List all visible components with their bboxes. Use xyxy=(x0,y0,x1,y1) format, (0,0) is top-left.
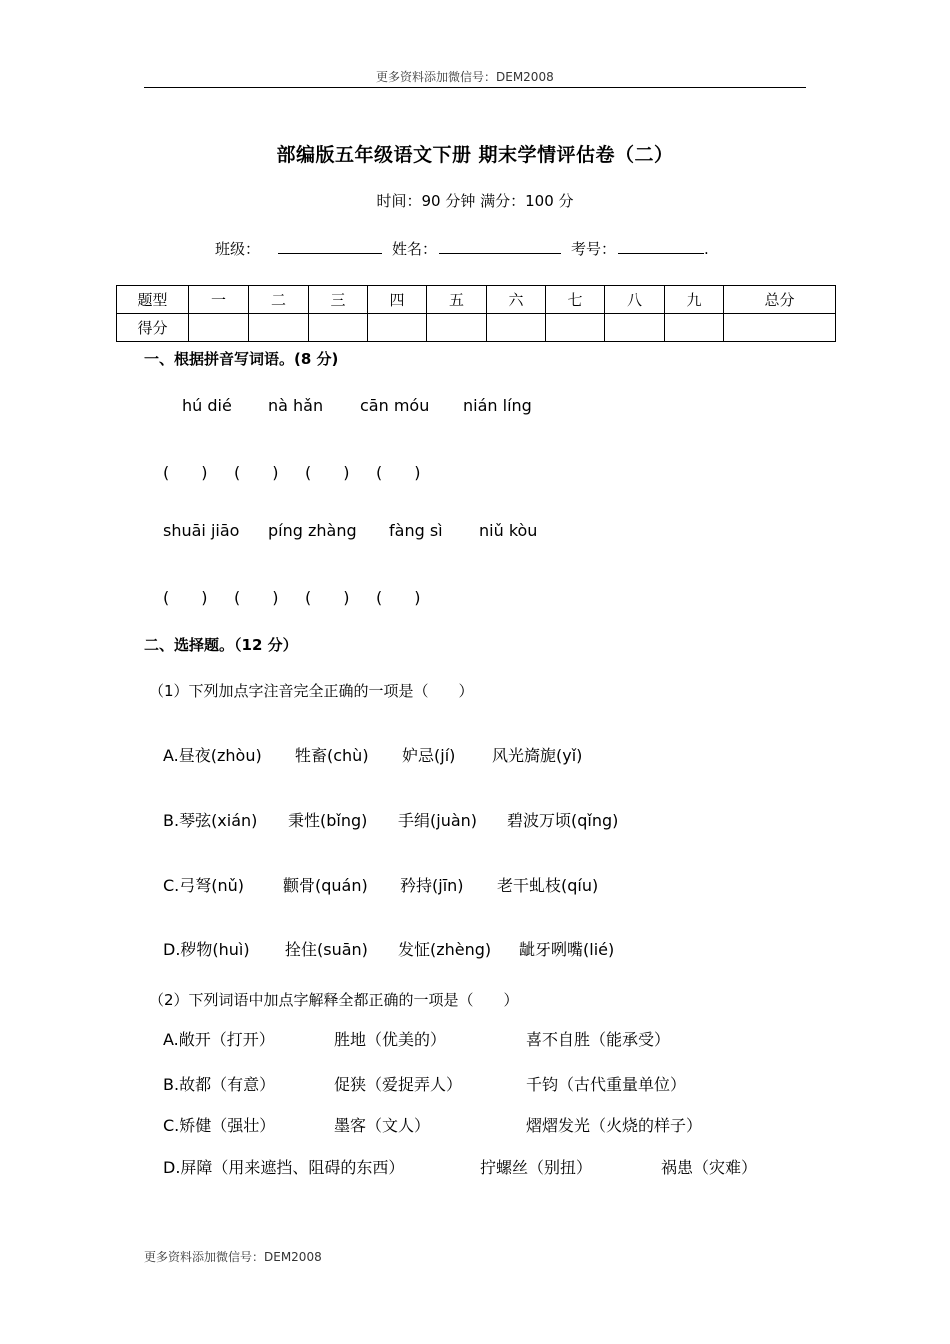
answer-blank[interactable]: ( ) xyxy=(305,588,350,607)
header-cell: 总分 xyxy=(724,286,836,314)
option-a-item: 妒忌(jí) xyxy=(402,746,456,765)
option-b-item: 手绢(juàn) xyxy=(398,811,478,830)
option-a-item: 风光旖旎(yǐ) xyxy=(492,746,583,765)
option-b-item: 促狭（爱捉弄人） xyxy=(334,1075,463,1094)
score-cell[interactable] xyxy=(546,314,605,342)
number-field[interactable] xyxy=(618,239,704,254)
score-cell[interactable] xyxy=(605,314,665,342)
header-cell: 五 xyxy=(427,286,487,314)
header-cell: 八 xyxy=(605,286,665,314)
page-title: 部编版五年级语文下册 期末学情评估卷（二） xyxy=(276,144,674,166)
header-cell: 一 xyxy=(189,286,249,314)
header-cell: 九 xyxy=(665,286,724,314)
answer-blank[interactable]: ( ) xyxy=(305,463,350,482)
option-c-item: C.弓弩(nǔ) xyxy=(163,876,245,895)
class-field[interactable] xyxy=(278,239,382,254)
pinyin-item: píng zhàng xyxy=(268,521,357,540)
option-a-item: 喜不自胜（能承受） xyxy=(526,1030,671,1049)
option-b-item: 碧波万顷(qǐng) xyxy=(507,811,619,830)
score-row-label: 得分 xyxy=(117,314,189,342)
option-d-item: D.屏障（用来遮挡、阻碍的东西） xyxy=(163,1158,405,1177)
score-cell[interactable] xyxy=(724,314,836,342)
score-cell[interactable] xyxy=(427,314,487,342)
header-cell: 七 xyxy=(546,286,605,314)
option-d-item: 祸患（灾难） xyxy=(661,1158,758,1177)
pinyin-item: cān móu xyxy=(360,396,430,415)
class-label: 班级： xyxy=(215,240,261,258)
pinyin-item: fàng sì xyxy=(389,521,443,540)
section2-title: 二、选择题。（12 分） xyxy=(144,636,298,654)
score-cell[interactable] xyxy=(249,314,309,342)
answer-blank[interactable]: ( ) xyxy=(234,463,279,482)
pinyin-item: nà hǎn xyxy=(268,396,324,415)
option-d-item: 拴住(suān) xyxy=(285,940,368,959)
question-2: （2）下列词语中加点字解释全都正确的一项是（ ） xyxy=(149,991,519,1009)
option-c-item: 老干虬枝(qíu) xyxy=(497,876,599,895)
answer-blank[interactable]: ( ) xyxy=(376,463,421,482)
question-1: （1）下列加点字注音完全正确的一项是（ ） xyxy=(149,682,474,700)
option-d-item: 发怔(zhèng) xyxy=(398,940,492,959)
header-cell: 四 xyxy=(368,286,427,314)
answer-blank[interactable]: ( ) xyxy=(163,463,208,482)
option-b-item: B.琴弦(xián) xyxy=(163,811,258,830)
pinyin-item: hú dié xyxy=(182,396,232,415)
answer-blank[interactable]: ( ) xyxy=(234,588,279,607)
option-c-item: 墨客（文人） xyxy=(334,1116,431,1135)
option-c-item: C.矫健（强壮） xyxy=(163,1116,276,1135)
score-cell[interactable] xyxy=(487,314,546,342)
option-c-item: 颧骨(quán) xyxy=(283,876,368,895)
answer-blank[interactable]: ( ) xyxy=(376,588,421,607)
header-cell: 题型 xyxy=(117,286,189,314)
option-d-item: 拧螺丝（别扭） xyxy=(480,1158,593,1177)
name-label: 姓名： xyxy=(392,240,438,258)
header-cell: 三 xyxy=(309,286,368,314)
page-header: 更多资料添加微信号：DEM2008 xyxy=(376,70,554,84)
option-b-item: 秉性(bǐng) xyxy=(288,811,368,830)
score-cell[interactable] xyxy=(368,314,427,342)
info-end: . xyxy=(704,240,709,258)
page-footer: 更多资料添加微信号：DEM2008 xyxy=(144,1250,322,1264)
option-b-item: B.故都（有意） xyxy=(163,1075,276,1094)
student-info xyxy=(215,238,709,259)
option-a-item: A.敞开（打开） xyxy=(163,1030,275,1049)
score-cell[interactable] xyxy=(309,314,368,342)
option-c-item: 矜持(jīn) xyxy=(400,876,464,895)
answer-blank[interactable]: ( ) xyxy=(163,588,208,607)
pinyin-item: shuāi jiāo xyxy=(163,521,240,540)
option-a-item: A.昼夜(zhòu) xyxy=(163,746,262,765)
score-row xyxy=(117,314,836,342)
option-d-item: 龇牙咧嘴(lié) xyxy=(519,940,615,959)
pinyin-item: nián líng xyxy=(463,396,532,415)
name-field[interactable] xyxy=(439,239,561,254)
option-b-item: 千钧（古代重量单位） xyxy=(526,1075,687,1094)
option-a-item: 胜地（优美的） xyxy=(334,1030,447,1049)
number-label: 考号： xyxy=(571,240,617,258)
exam-meta: 时间：90 分钟 满分：100 分 xyxy=(376,192,574,210)
section1-title: 一、根据拼音写词语。(8 分) xyxy=(144,350,339,368)
option-c-item: 熠熠发光（火烧的样子） xyxy=(526,1116,703,1135)
header-cell: 二 xyxy=(249,286,309,314)
score-cell[interactable] xyxy=(665,314,724,342)
option-a-item: 牲畜(chù) xyxy=(295,746,369,765)
pinyin-item: niǔ kòu xyxy=(479,521,538,540)
header-cell: 六 xyxy=(487,286,546,314)
header-rule xyxy=(144,87,806,88)
score-cell[interactable] xyxy=(189,314,249,342)
option-d-item: D.秽物(huì) xyxy=(163,940,250,959)
score-table xyxy=(116,285,836,342)
score-header-row xyxy=(117,286,836,314)
